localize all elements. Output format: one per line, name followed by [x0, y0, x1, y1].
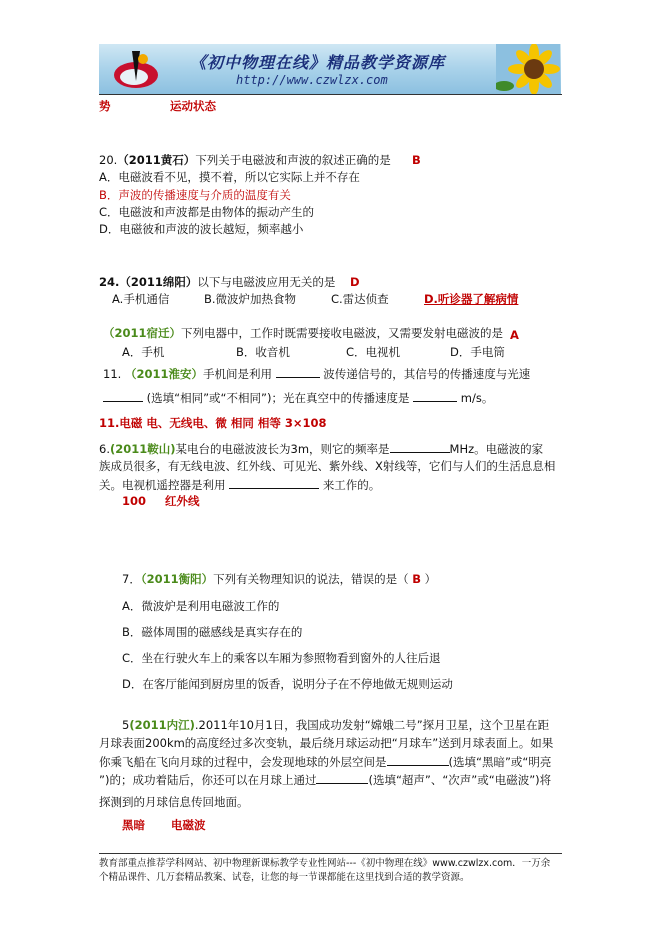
q5-number: 5 [122, 718, 130, 732]
q6-line1a: 某电台的电磁波波长为3m，则它的频率是 [175, 442, 390, 456]
q5-line4a: ”)的；成功着陆后，你还可以在月球上通过 [99, 773, 317, 787]
q6-line3b: 来工作的。 [322, 478, 381, 492]
q20-number: 20. [99, 153, 118, 167]
q7-option-d: D．在客厅能闻到厨房里的饭香，说明分子在不停地做无规则运动 [122, 677, 453, 691]
banner-title: 《初中物理在线》精品教学资源库 [190, 53, 446, 72]
answer-b: 运动状态 [170, 99, 216, 113]
q11-line1b: 波传递信号的，其信号的传播速度与光速 [323, 367, 531, 381]
q6-line3a: 关。电视机遥控器是利用 [99, 478, 226, 492]
q20-stem: 下列关于电磁波和声波的叙述正确的是 [195, 153, 391, 167]
q20-answer: B [412, 153, 421, 167]
header-rule [99, 94, 562, 95]
q6-answer-b: 红外线 [165, 494, 200, 508]
q24-option-c: C.雷达侦查 [331, 292, 389, 306]
q11-blank-2 [103, 390, 143, 402]
q6-line2: 族成员很多，有无线电波、红外线、可见光、紫外线、X射线等，它们与人们的生活息息相 [99, 459, 556, 473]
q11-line1 [103, 366, 530, 382]
q11-answer: 11.电磁 电、无线电、微 相同 相等 3×108 [99, 416, 327, 430]
q5-line3 [99, 754, 551, 770]
q6-line1b: MHz。电磁波的家 [449, 442, 544, 456]
q7-option-c: C．坐在行驶火车上的乘客以车厢为参照物看到窗外的人往后退 [122, 651, 441, 665]
qsuqian-stem: 下列电器中，工作时既需要接收电磁波，又需要发射电磁波的是 [181, 326, 504, 340]
q11-line1a: 手机间是利用 [202, 367, 272, 381]
q5-answer-a: 黑暗 [122, 818, 145, 832]
q6-number: 6. [99, 442, 110, 456]
answer-a: 势 [99, 99, 111, 113]
q11-line2b: m/s。 [460, 391, 494, 405]
q7-stem-line [122, 572, 436, 587]
q11-line2a: (选填“相同”或“不相同”)；光在真空中的传播速度是 [146, 391, 410, 405]
q11-line2 [103, 390, 493, 406]
q5-line5: 探测到的月球信息传回地面。 [99, 795, 249, 809]
q24-answer: D [350, 275, 360, 289]
q24-stem-line [99, 275, 335, 290]
q20-stem-line [99, 153, 391, 168]
footer-line-1: 教育部重点推荐学科网站、初中物理新课标教学专业性网站---《初中物理在线》www.czwlzx.com．一万余 [99, 858, 551, 869]
q5-line3b: (选填“黑暗”或“明亮 [448, 755, 552, 769]
q24-number: 24. [99, 275, 120, 289]
qsuqian-source: （2011宿迁） [103, 326, 182, 340]
q6-blank-2 [229, 477, 319, 489]
q5-line3a: 你乘飞船在飞向月球的过程中，会发现地球的外层空间是 [99, 755, 387, 769]
qsuqian-option-d: D．手电筒 [450, 345, 505, 359]
q5-line1-text: .2011年10月1日，我国成功发射“嫦娥二号”探月卫星，这个卫星在距 [194, 718, 550, 732]
q24-source: （2011绵阳） [119, 275, 198, 289]
q24-stem: 以下与电磁波应用无关的是 [197, 275, 336, 289]
q11-blank-3 [413, 390, 457, 402]
q20-source: （2011黄石） [117, 153, 196, 167]
q11-number: 11. [103, 367, 122, 381]
qsuqian-option-c: C．电视机 [346, 345, 401, 359]
q7-stem: 下列有关物理知识的说法，错误的是（ [213, 572, 409, 586]
q20-option-a: A．电磁波看不见，摸不着，所以它实际上并不存在 [99, 170, 360, 184]
q5-line4 [99, 772, 551, 788]
q6-line1 [99, 441, 543, 457]
q6-line3 [99, 477, 380, 493]
site-logo-icon [110, 47, 165, 93]
q7-option-a: A．微波炉是利用电磁波工作的 [122, 599, 280, 613]
banner-url[interactable]: http://www.czwlzx.com [236, 73, 388, 87]
q7-number: 7． [122, 572, 141, 586]
q7-answer: B [412, 572, 422, 586]
q7-option-b: B．磁体周围的磁感线是真实存在的 [122, 625, 303, 639]
q5-blank-1 [387, 754, 449, 766]
q24-option-d: D.听诊器了解病情 [424, 292, 519, 306]
qsuqian-answer: A [510, 328, 519, 342]
q5-line2: 月球表面200km的高度经过多次变轨，最后绕月球运动把“月球车”送到月球表面上。如果 [99, 736, 554, 750]
q5-blank-2 [316, 772, 368, 784]
q6-answer-a: 100 [122, 494, 147, 508]
qsuqian-option-b: B．收音机 [236, 345, 290, 359]
q20-option-b: B．声波的传播速度与介质的温度有关 [99, 188, 291, 202]
q6-source: (2011鞍山) [109, 442, 176, 456]
q20-option-d: D．电磁彼和声波的波长越短，频率越小 [99, 222, 304, 236]
q7-close: ） [424, 572, 437, 586]
q24-option-b: B.微波炉加热食物 [204, 292, 297, 306]
q11-blank-1 [276, 366, 320, 378]
q5-line4b: (选填“超声”、“次声”或“电磁波”)将 [368, 773, 552, 787]
q20-option-c: C．电磁波和声波都是由物体的振动产生的 [99, 205, 315, 219]
q5-answer-b: 电磁波 [171, 818, 206, 832]
q11-source: （2011淮安） [124, 367, 203, 381]
footer-rule [99, 853, 562, 854]
sunflower-icon [496, 44, 560, 94]
qsuqian-stem-line [103, 326, 503, 341]
q5-line1 [122, 718, 549, 733]
footer-line-2: 个精品课件、几万套精品教案、试卷，让您的每一节课都能在这里找到合适的教学资源。 [99, 872, 470, 883]
q7-source: （2011衡阳） [140, 572, 214, 586]
qsuqian-option-a: A．手机 [122, 345, 165, 359]
q5-source: (2011内江) [129, 718, 195, 732]
q6-blank-1 [390, 441, 450, 453]
q24-option-a: A.手机通信 [112, 292, 170, 306]
